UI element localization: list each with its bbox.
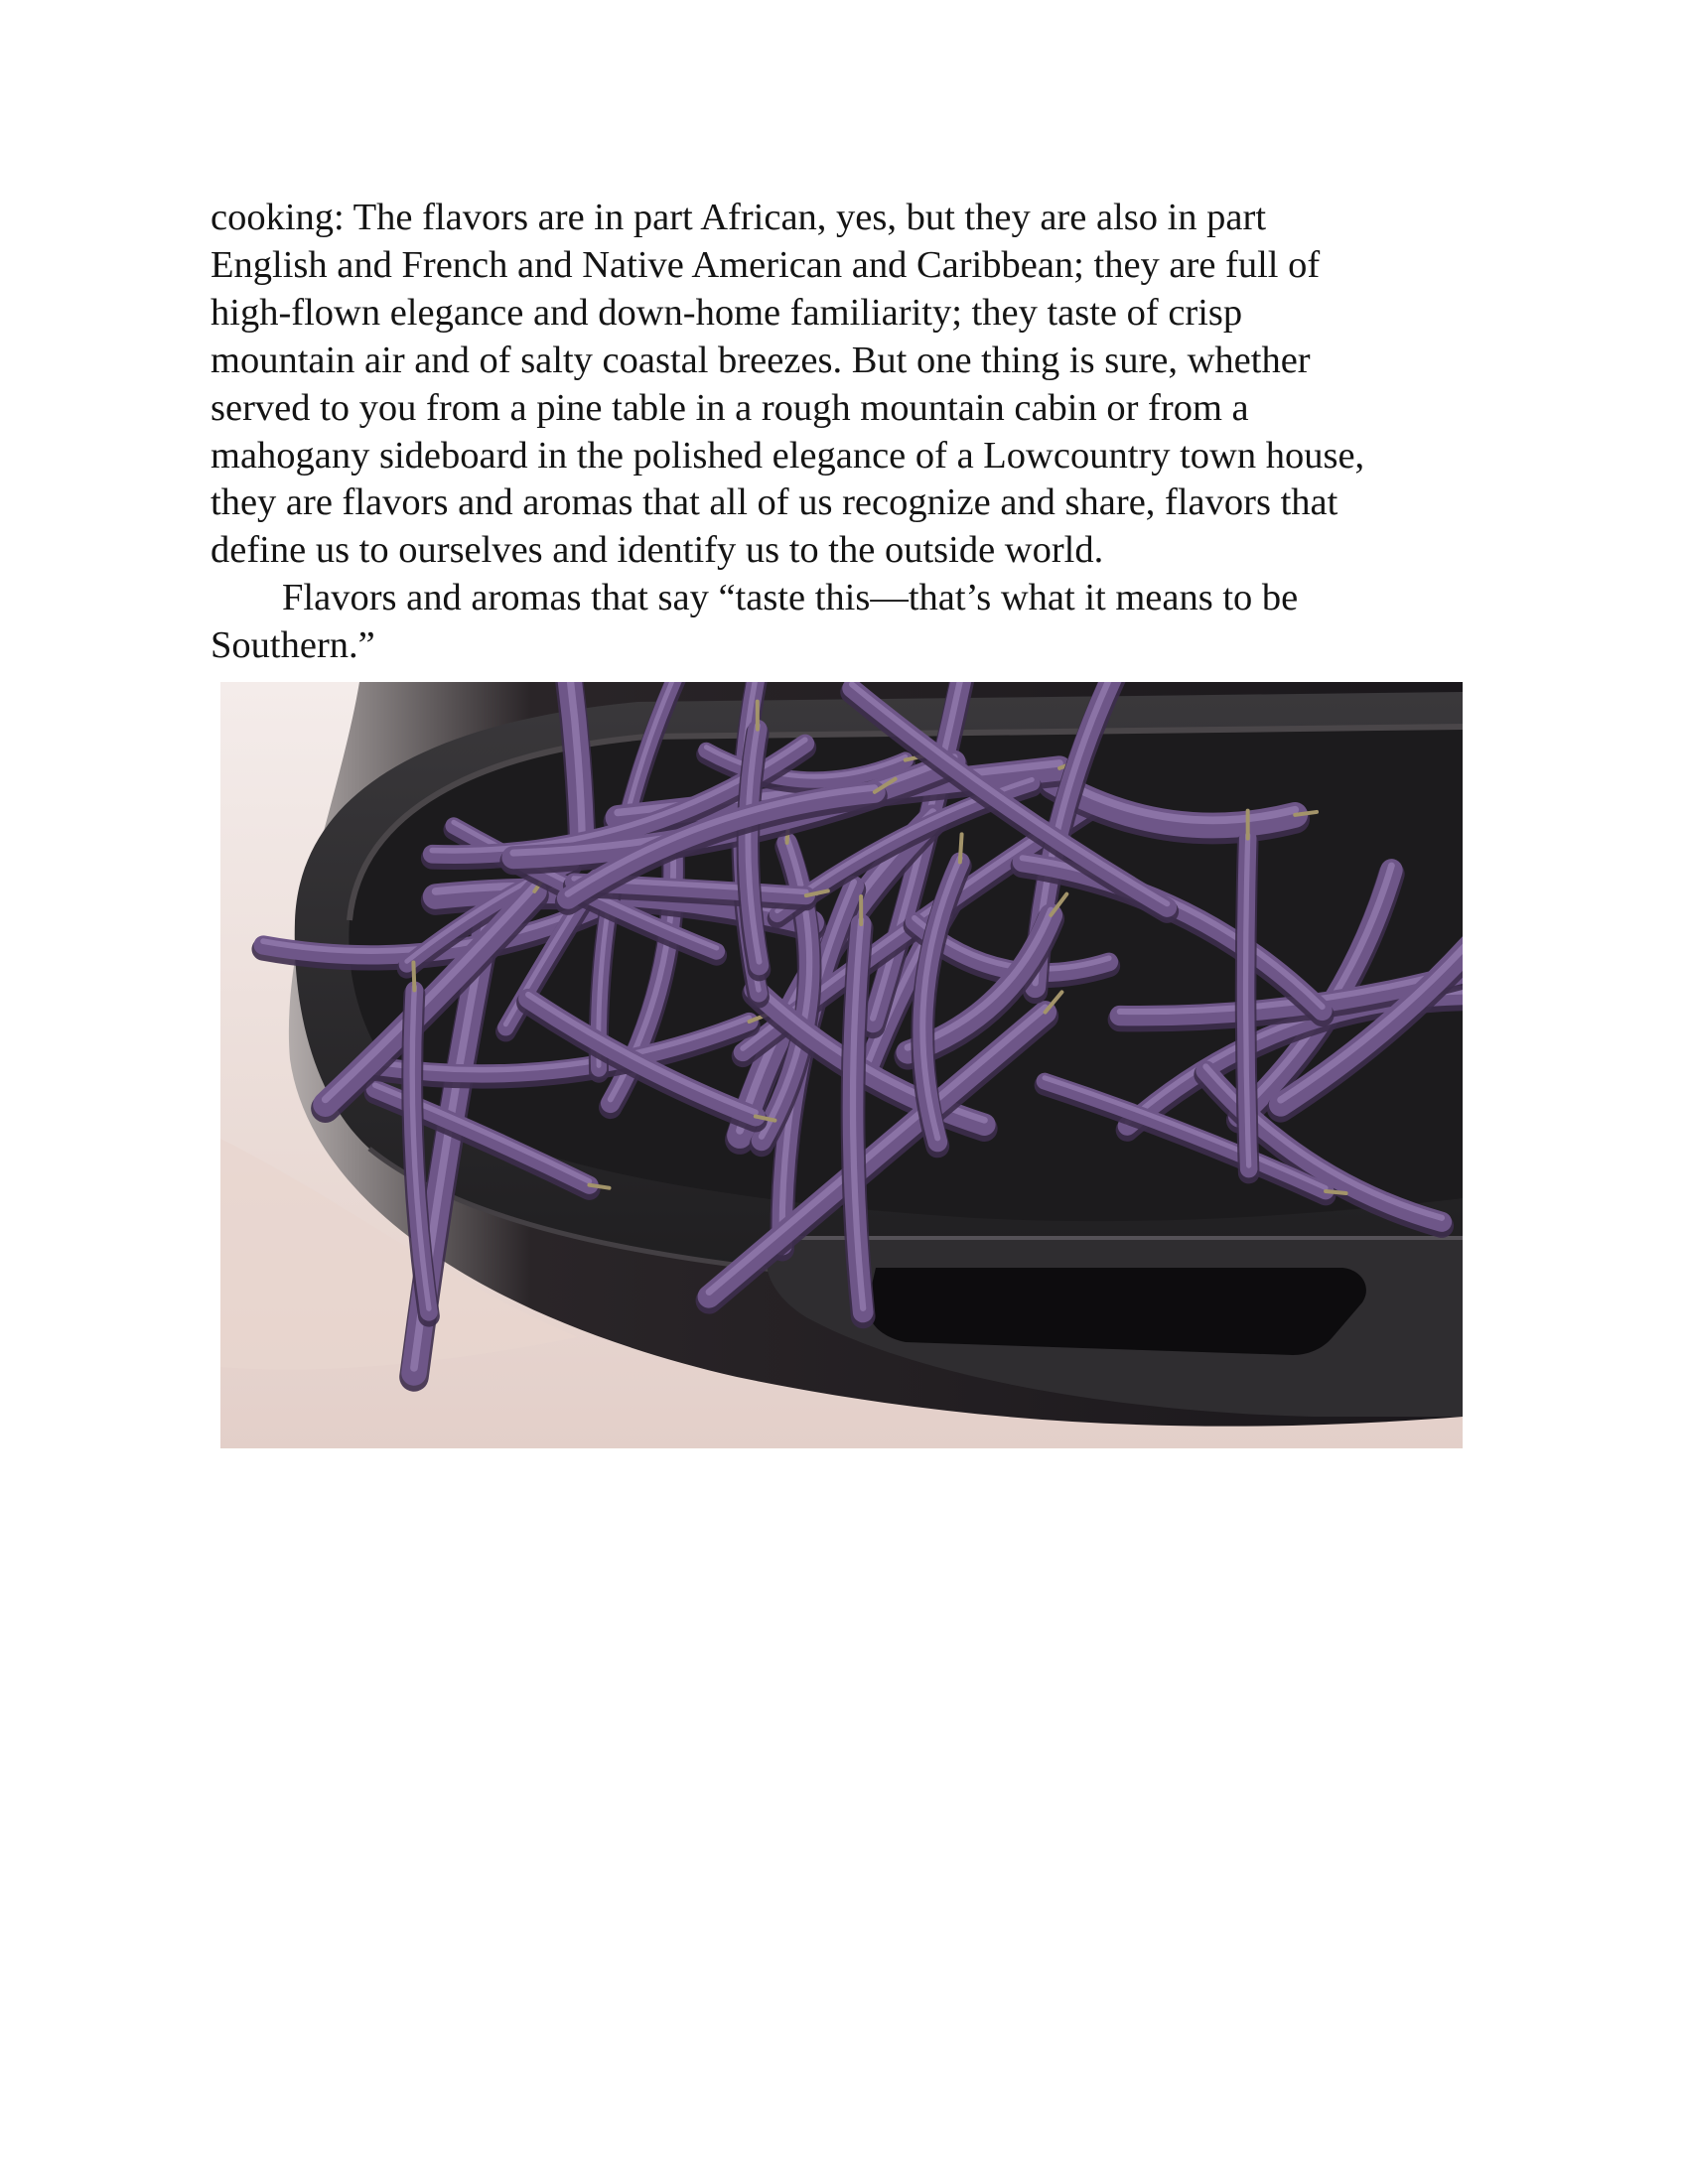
body-text-line: mountain air and of salty coastal breezes. But one thing is sure, whether <box>211 339 1311 381</box>
photo-illustration <box>220 682 1463 1448</box>
bean-highlight <box>1246 835 1249 1165</box>
body-text-line: Flavors and aromas that say “taste this—that’s what it means to be <box>282 577 1299 619</box>
bean-stem <box>413 962 414 990</box>
body-text-line: mahogany sideboard in the polished elegance of a Lowcountry town house, <box>211 434 1365 477</box>
bean-stem <box>960 834 962 862</box>
purple-beans-skillet-photo <box>220 682 1463 1448</box>
bean-stem <box>1326 1191 1345 1193</box>
body-text-line: English and French and Native American and Caribbean; they are full of <box>211 243 1321 286</box>
body-text-line: high-flown elegance and down-home familiarity; they taste of crisp <box>211 291 1243 334</box>
body-text-line: Southern.” <box>211 624 375 667</box>
body-text-line: define us to ourselves and identify us to the outside world. <box>211 529 1104 572</box>
body-text-line: they are flavors and aromas that all of us recognize and share, flavors that <box>211 481 1338 524</box>
handle-opening <box>868 1268 1366 1355</box>
book-page-text <box>211 195 1501 670</box>
body-text-line: served to you from a pine table in a rough mountain cabin or from a <box>211 386 1249 429</box>
body-text-line: cooking: The flavors are in part African, yes, but they are also in part <box>211 197 1267 238</box>
